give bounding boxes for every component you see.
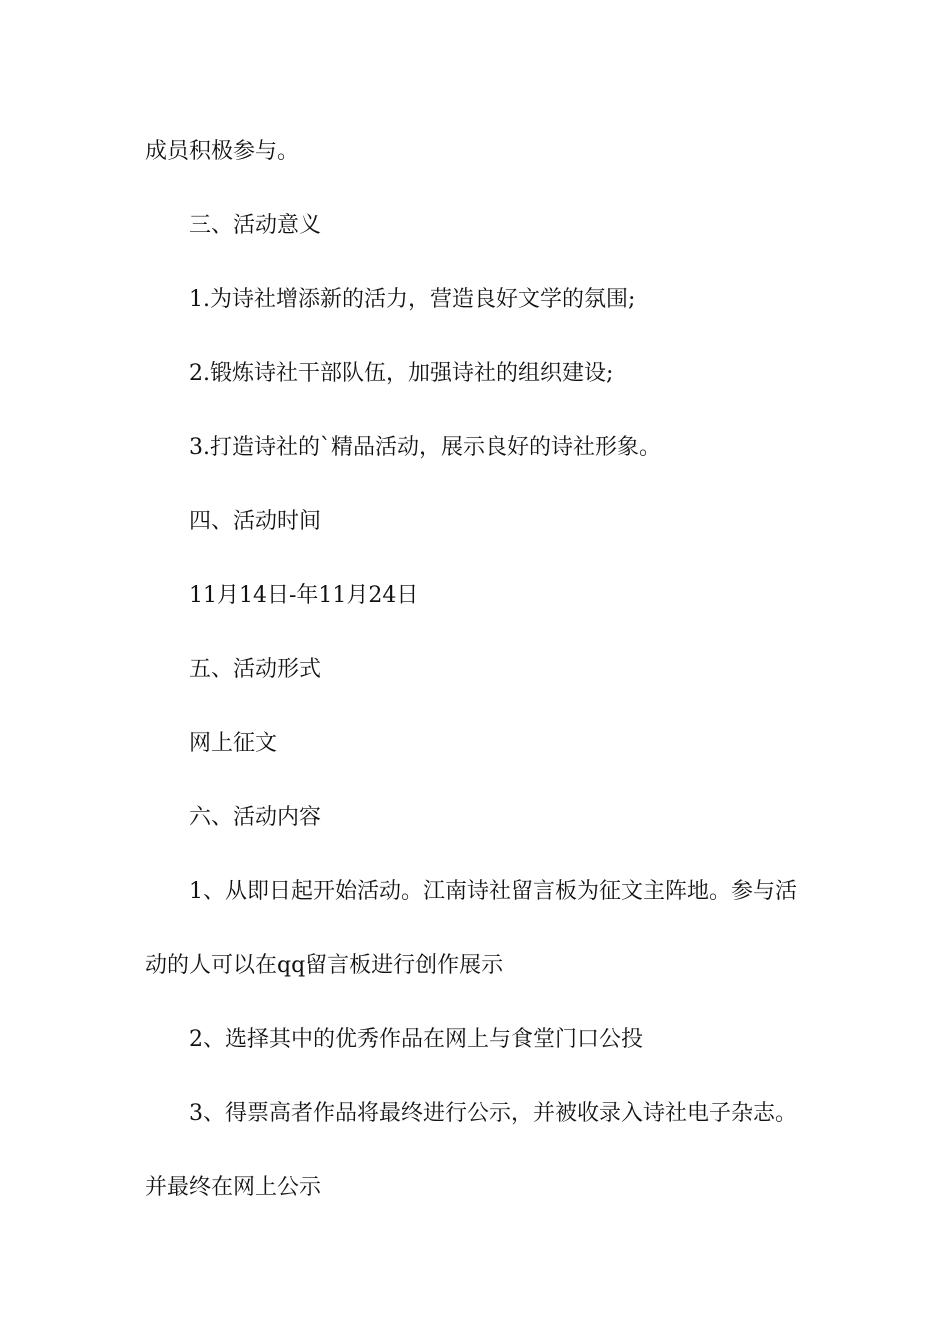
list-item: 3.打造诗社的`精品活动，展示良好的诗社形象。 <box>189 435 661 460</box>
list-item: 3、得票高者作品将最终进行公示，并被收录入诗社电子杂志。 <box>189 1101 797 1126</box>
section-heading-time: 四、活动时间 <box>189 509 322 534</box>
list-item: 2、选择其中的优秀作品在网上与食堂门口公投 <box>189 1027 643 1052</box>
section-heading-significance: 三、活动意义 <box>189 213 322 238</box>
section-heading-format: 五、活动形式 <box>189 657 322 682</box>
paragraph-line: 动的人可以在qq留言板进行创作展示 <box>145 953 504 978</box>
document-body <box>145 133 810 1243</box>
paragraph-line: 成员积极参与。 <box>145 139 300 164</box>
list-item: 1.为诗社增添新的活力，营造良好文学的氛围; <box>189 287 636 312</box>
activity-format: 网上征文 <box>189 731 278 756</box>
activity-date-range: 11月14日-年11月24日 <box>189 583 419 608</box>
list-item: 2.锻炼诗社干部队伍，加强诗社的组织建设; <box>189 361 614 386</box>
paragraph-line: 并最终在网上公示 <box>145 1175 322 1200</box>
list-item: 1、从即日起开始活动。江南诗社留言板为征文主阵地。参与活 <box>189 879 797 904</box>
section-heading-content: 六、活动内容 <box>189 805 322 830</box>
